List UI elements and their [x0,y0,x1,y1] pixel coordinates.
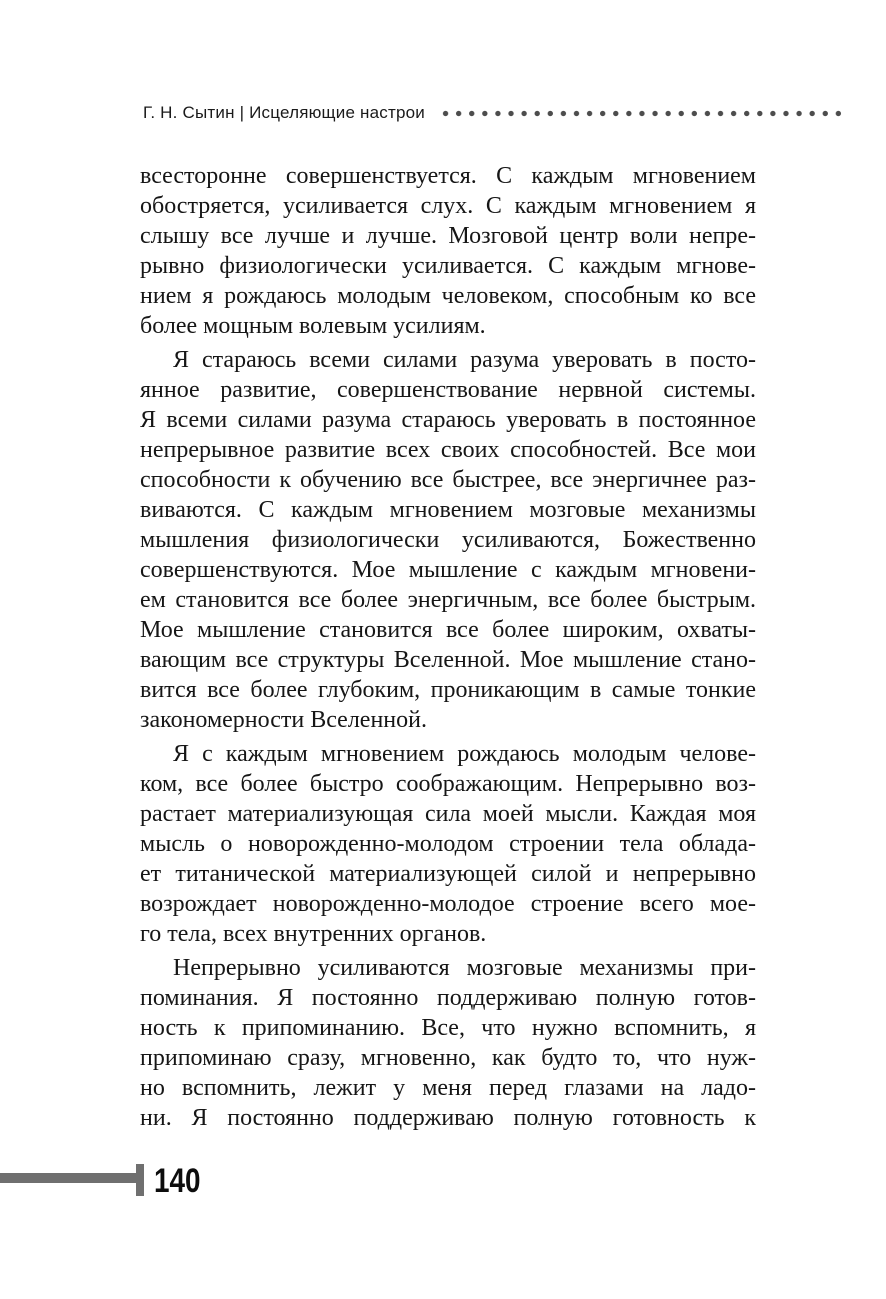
paragraph [140,739,756,949]
text-line: виваются. С каждым мгновением мозговые механизмы [140,497,756,523]
text-line: ет титанической материализующей силой и непрерывно [140,861,756,887]
text-line: го тела, всех внутренних органов. [140,921,487,947]
paragraph [140,161,756,341]
text-line: ком, все более быстро соображающим. Непрерывно воз- [140,771,756,797]
paragraph [140,345,756,735]
text-line: мышления физиологически усиливаются, Божественно [140,527,756,553]
text-line: Мое мышление становится все более широким, охваты- [140,617,756,643]
text-line: янное развитие, совершенствование нервной системы. [140,377,756,403]
text-line: возрождает новорожденно-молодое строение всего мое- [140,891,756,917]
text-line: всесторонне совершенствуется. С каждым мгновением [140,163,756,189]
text-line: ность к припоминанию. Все, что нужно вспомнить, я [140,1015,756,1041]
text-line: нием я рождаюсь молодым человеком, способным ко все [140,283,756,309]
text-line: способности к обучению все быстрее, все энергичнее раз- [140,467,756,493]
text-line: ни. Я постоянно поддерживаю полную готовность к [140,1105,756,1131]
folio-rule-bar [0,1173,136,1183]
text-line: рывно физиологически усиливается. С каждым мгнове- [140,253,756,279]
text-line: но вспомнить, лежит у меня перед глазами на ладо- [140,1075,756,1101]
running-title: Г. Н. Сытин | Исцеляющие настрои [143,103,425,122]
folio-rule-tick [136,1164,144,1196]
text-line: поминания. Я постоянно поддерживаю полную готов- [140,985,756,1011]
text-line: Непрерывно усиливаются мозговые механизмы при- [173,955,756,981]
text-line: ем становится все более энергичным, все более быстрым. [140,587,756,613]
page-number: 140 [154,1162,201,1200]
text-line: более мощным волевым усилиям. [140,313,486,339]
text-line: слышу все лучше и лучше. Мозговой центр воли непре- [140,223,756,249]
dot-leader-rule [439,110,848,117]
paragraph [140,953,756,1133]
text-line: мысль о новорожденно-молодом строении тела облада- [140,831,756,857]
text-line: совершенствуются. Мое мышление с каждым мгновени- [140,557,756,583]
text-line: вится все более глубоким, проникающим в самые тонкие [140,677,756,703]
text-line: припоминаю сразу, мгновенно, как будто то, что нуж- [140,1045,756,1071]
text-line: вающим все структуры Вселенной. Мое мышление стано- [140,647,756,673]
text-line: Я стараюсь всеми силами разума уверовать в посто- [173,347,756,373]
text-line: растает материализующая сила моей мысли. Каждая моя [140,801,756,827]
running-header [143,101,848,125]
text-line: закономерности Вселенной. [140,707,427,733]
text-line: непрерывное развитие всех своих способностей. Все мои [140,437,756,463]
body-text [140,161,756,1133]
text-line: Я с каждым мгновением рождаюсь молодым челове- [173,741,756,767]
text-line: Я всеми силами разума стараюсь уверовать в постоянное [140,407,756,433]
text-line: обостряется, усиливается слух. С каждым мгновением я [140,193,756,219]
